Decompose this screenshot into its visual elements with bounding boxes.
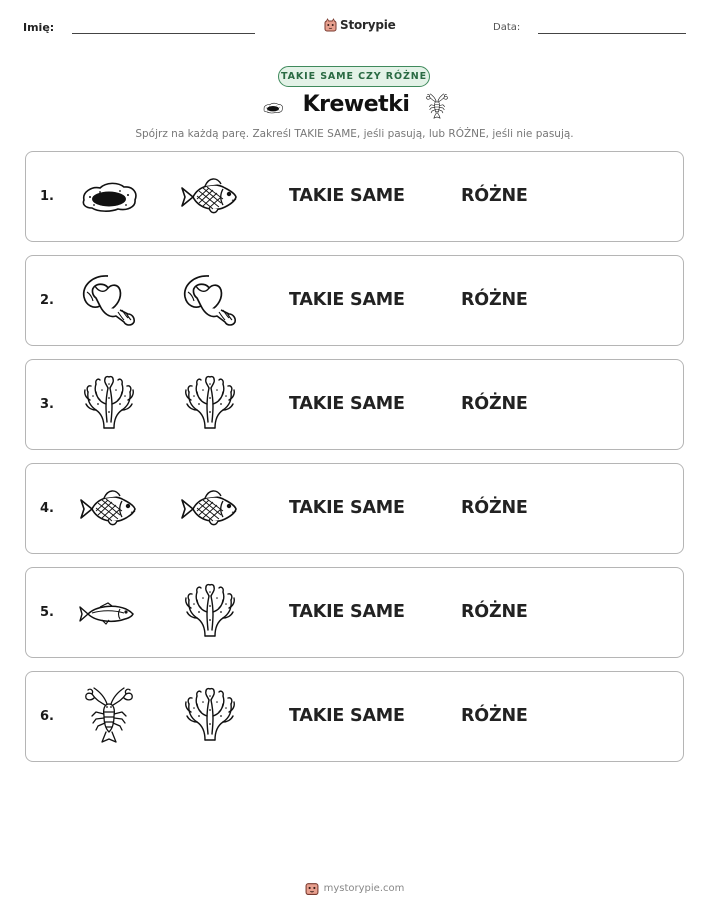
stone-icon <box>258 97 288 119</box>
pair-number: 2. <box>40 293 54 308</box>
name-field[interactable] <box>72 33 255 34</box>
option-different[interactable]: RÓŻNE <box>461 706 528 726</box>
pair-row <box>25 567 684 658</box>
coral-icon <box>179 582 241 644</box>
brand-name: Storypie <box>340 18 396 32</box>
option-same[interactable]: TAKIE SAME <box>289 186 405 206</box>
option-different[interactable]: RÓŻNE <box>461 602 528 622</box>
pair-number: 6. <box>40 709 54 724</box>
pair-row <box>25 671 684 762</box>
coral-icon <box>179 374 241 436</box>
option-different[interactable]: RÓŻNE <box>461 394 528 414</box>
pair-row <box>25 151 684 242</box>
page-title: Krewetki <box>302 92 410 117</box>
option-same[interactable]: TAKIE SAME <box>289 394 405 414</box>
option-different[interactable]: RÓŻNE <box>461 498 528 518</box>
title-row <box>0 92 709 122</box>
pair-number: 5. <box>40 605 54 620</box>
worksheet-type-badge: TAKIE SAME CZY RÓŻNE <box>278 66 430 87</box>
pair-row <box>25 359 684 450</box>
option-different[interactable]: RÓŻNE <box>461 186 528 206</box>
option-same[interactable]: TAKIE SAME <box>289 290 405 310</box>
pair-number: 4. <box>40 501 54 516</box>
footer-url: mystorypie.com <box>323 882 405 894</box>
coral-icon <box>78 374 140 436</box>
worksheet-header <box>0 16 709 40</box>
coral-icon <box>179 686 241 748</box>
option-same[interactable]: TAKIE SAME <box>289 602 405 622</box>
footer <box>0 879 709 897</box>
instruction-text: Spójrz na każdą parę. Zakreśl TAKIE SAME, jeśli pasują, lub RÓŻNE, jeśli nie pasują. <box>135 128 574 140</box>
name-label: Imię: <box>23 21 55 34</box>
lobster-icon <box>423 92 451 122</box>
option-same[interactable]: TAKIE SAME <box>289 498 405 518</box>
fish-icon <box>179 478 241 540</box>
fish-icon <box>179 166 241 228</box>
pair-number: 1. <box>40 189 54 204</box>
small-fish-icon <box>78 582 140 644</box>
storypie-logo-icon <box>324 18 337 32</box>
fish-icon <box>78 478 140 540</box>
claw-icon <box>179 270 241 332</box>
claw-icon <box>78 270 140 332</box>
date-label: Data: <box>493 22 521 33</box>
lobster-icon <box>78 686 140 748</box>
brand <box>324 16 396 34</box>
pair-row <box>25 255 684 346</box>
stone-icon <box>78 166 140 228</box>
option-same[interactable]: TAKIE SAME <box>289 706 405 726</box>
pair-row <box>25 463 684 554</box>
date-field[interactable] <box>538 33 686 34</box>
pair-number: 3. <box>40 397 54 412</box>
storypie-logo-icon <box>305 880 319 896</box>
option-different[interactable]: RÓŻNE <box>461 290 528 310</box>
